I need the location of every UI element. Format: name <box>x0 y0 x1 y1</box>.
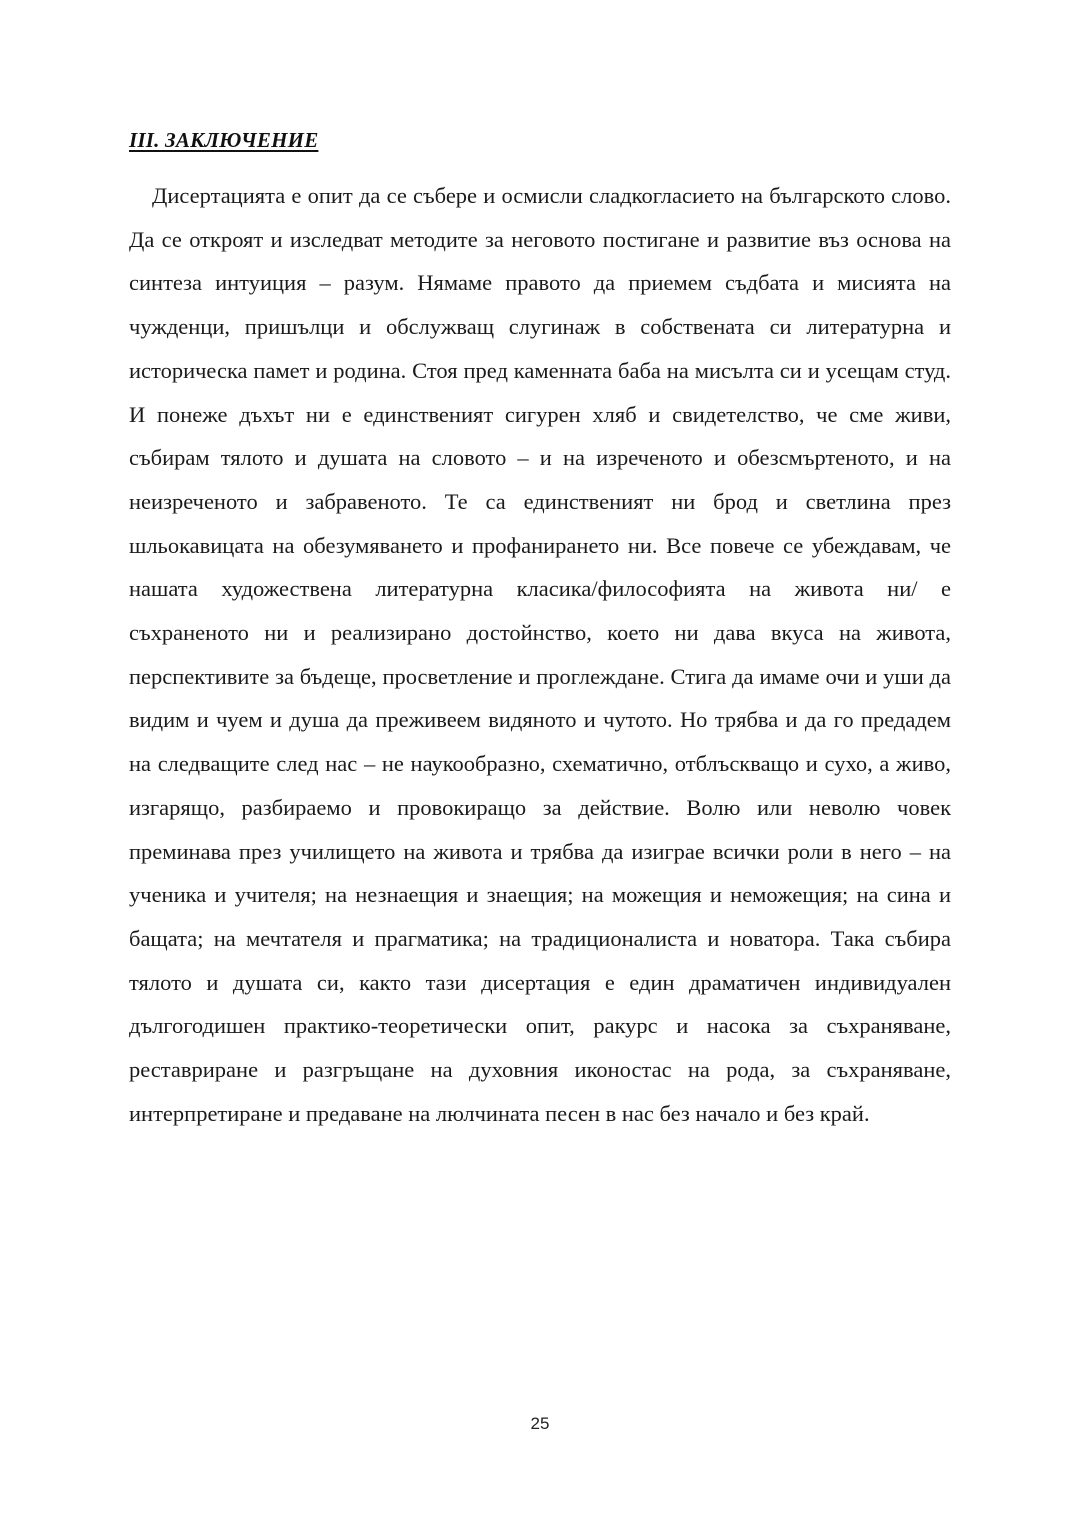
conclusion-paragraph: Дисертацията е опит да се събере и осмисли сладкогласието на българското слово. Да се откроят и изследват методите за неговото постигане и развитие въз основа на синтеза интуиция – разум. Нямаме правото да приемем съдбата и мисията на чужденци, пришълци и обслужващ слугинаж в собствената си литературна и историческа памет и родина. Стоя пред каменната баба на мисълта си и усещам студ. И понеже дъхът ни е единственият сигурен хляб и свидетелство, че сме живи, събирам тялото и душата на словото – и на изреченото и обезсмъртеното, и на неизреченото и забравеното. Те са единственият ни брод и светлина през шльокавицата на обезумяването и профанирането ни. Все повече се убеждавам, че нашата художествена литературна класика/философията на живота ни/ е съхраненото ни и реализирано достойнство, което ни дава вкуса на живота, перспективите за бъдеще, просветление и проглеждане. Стига да имаме очи и уши да видим и чуем и душа да преживеем видяното и чутото. Но трябва и да го предадем на следващите след нас – не наукообразно, схематично, отблъскващо и сухо, а живо, изгарящо, разбираемо и провокиращо за действие. Волю или неволю човек преминава през училището на живота и трябва да изиграе всички роли в него – на ученика и учителя; на незнаещия и знаещия; на можещия и неможещия; на сина и бащата; на мечтателя и прагматика; на традиционалиста и новатора. Така събира тялото и душата си, както тази дисертация е един драматичен индивидуален дългогодишен практико-теоретически опит, ракурс и насока за съхраняване, реставриране и разгръщане на духовния иконостас на рода, за съхраняване, интерпретиране и предаване на люлчината песен в нас без начало и без край. <box>129 183 951 1126</box>
section-heading: III. ЗАКЛЮЧЕНИЕ <box>129 128 319 152</box>
page-number: 25 <box>530 1414 550 1433</box>
